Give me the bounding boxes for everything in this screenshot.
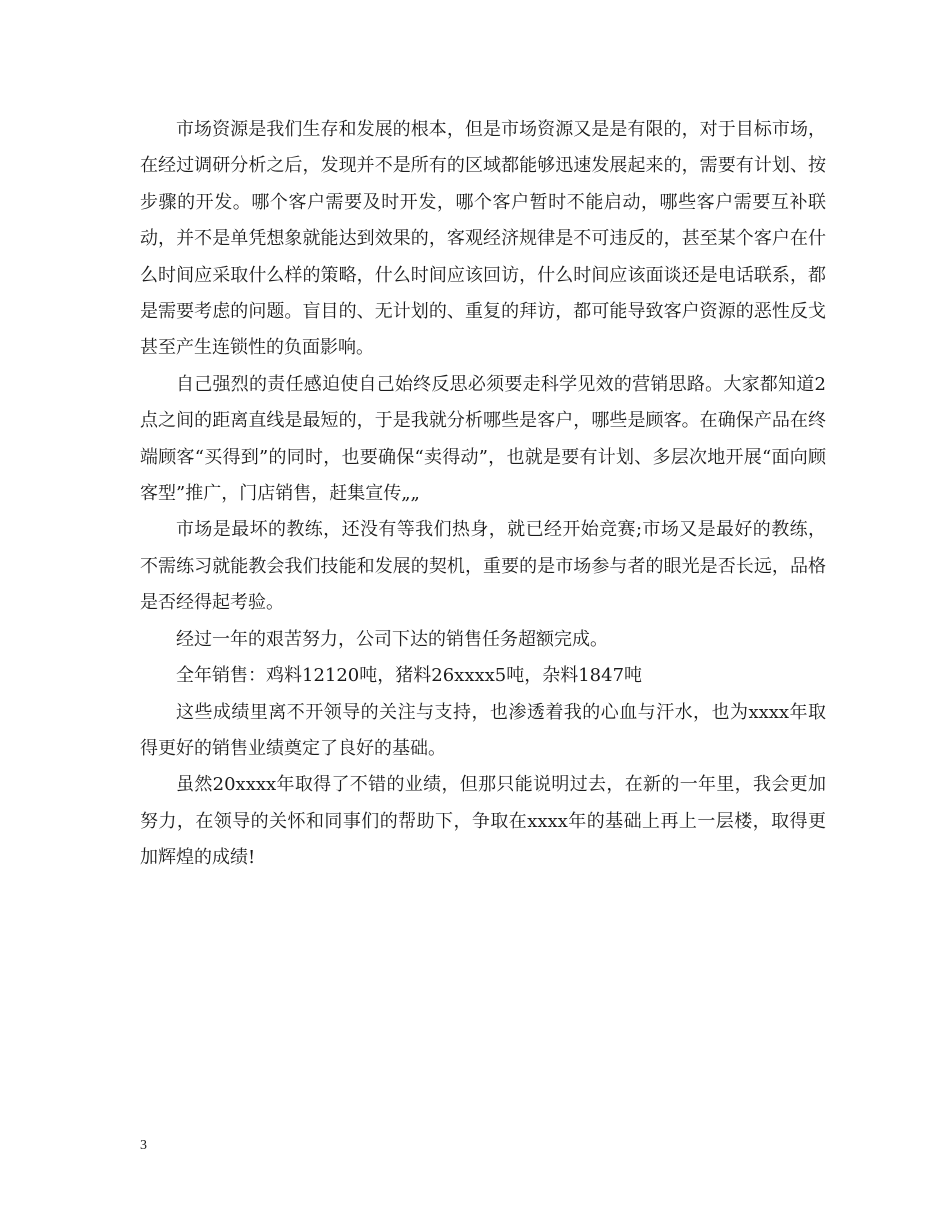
paragraph-achievements: 这些成绩里离不开领导的关注与支持，也渗透着我的心血与汗水，也为xxxx年取得更好的销售业绩奠定了良好的基础。 <box>140 701 826 759</box>
paragraph-market-coach: 市场是最坏的教练，还没有等我们热身，就已经开始竞赛;市场又是最好的教练，不需练习就能教会我们技能和发展的契机，重要的是市场参与者的眼光是否长远，品格是否经得起考验。 <box>140 519 826 614</box>
paragraph-annual-sales: 全年销售：鸡料12120吨，猪料26xxxx5吨，杂料1847吨 <box>176 665 643 687</box>
document-body <box>140 112 826 877</box>
paragraph-sales-target: 经过一年的艰苦努力，公司下达的销售任务超额完成。 <box>176 628 608 650</box>
page-number: 3 <box>140 1138 147 1153</box>
paragraph-responsibility: 自己强烈的责任感迫使自己始终反思必须要走科学见效的营销思路。大家都知道2点之间的距离直线是最短的，于是我就分析哪些是客户，哪些是顾客。在确保产品在终端顾客“买得到”的同时，也要确保“卖得动”，也就是要有计划、多层次地开展“面向顾客型”推广，门店销售，赶集宣传„„ <box>140 373 826 505</box>
paragraph-market-resources: 市场资源是我们生存和发展的根本，但是市场资源又是是有限的，对于目标市场，在经过调研分析之后，发现并不是所有的区域都能够迅速发展起来的，需要有计划、按步骤的开发。哪个客户需要及时开发，哪个客户暂时不能启动，哪些客户需要互补联动，并不是单凭想象就能达到效果的，客观经济规律是不可违反的，甚至某个客户在什么时间应采取什么样的策略，什么时间应该回访，什么时间应该面谈还是电话联系，都是需要考虑的问题。盲目的、无计划的、重复的拜访，都可能导致客户资源的恶性反戈甚至产生连锁性的负面影响。 <box>140 119 826 359</box>
paragraph-outlook: 虽然20xxxx年取得了不错的业绩，但那只能说明过去，在新的一年里，我会更加努力，在领导的关怀和同事们的帮助下，争取在xxxx年的基础上再上一层楼，取得更加辉煌的成绩! <box>140 774 826 869</box>
